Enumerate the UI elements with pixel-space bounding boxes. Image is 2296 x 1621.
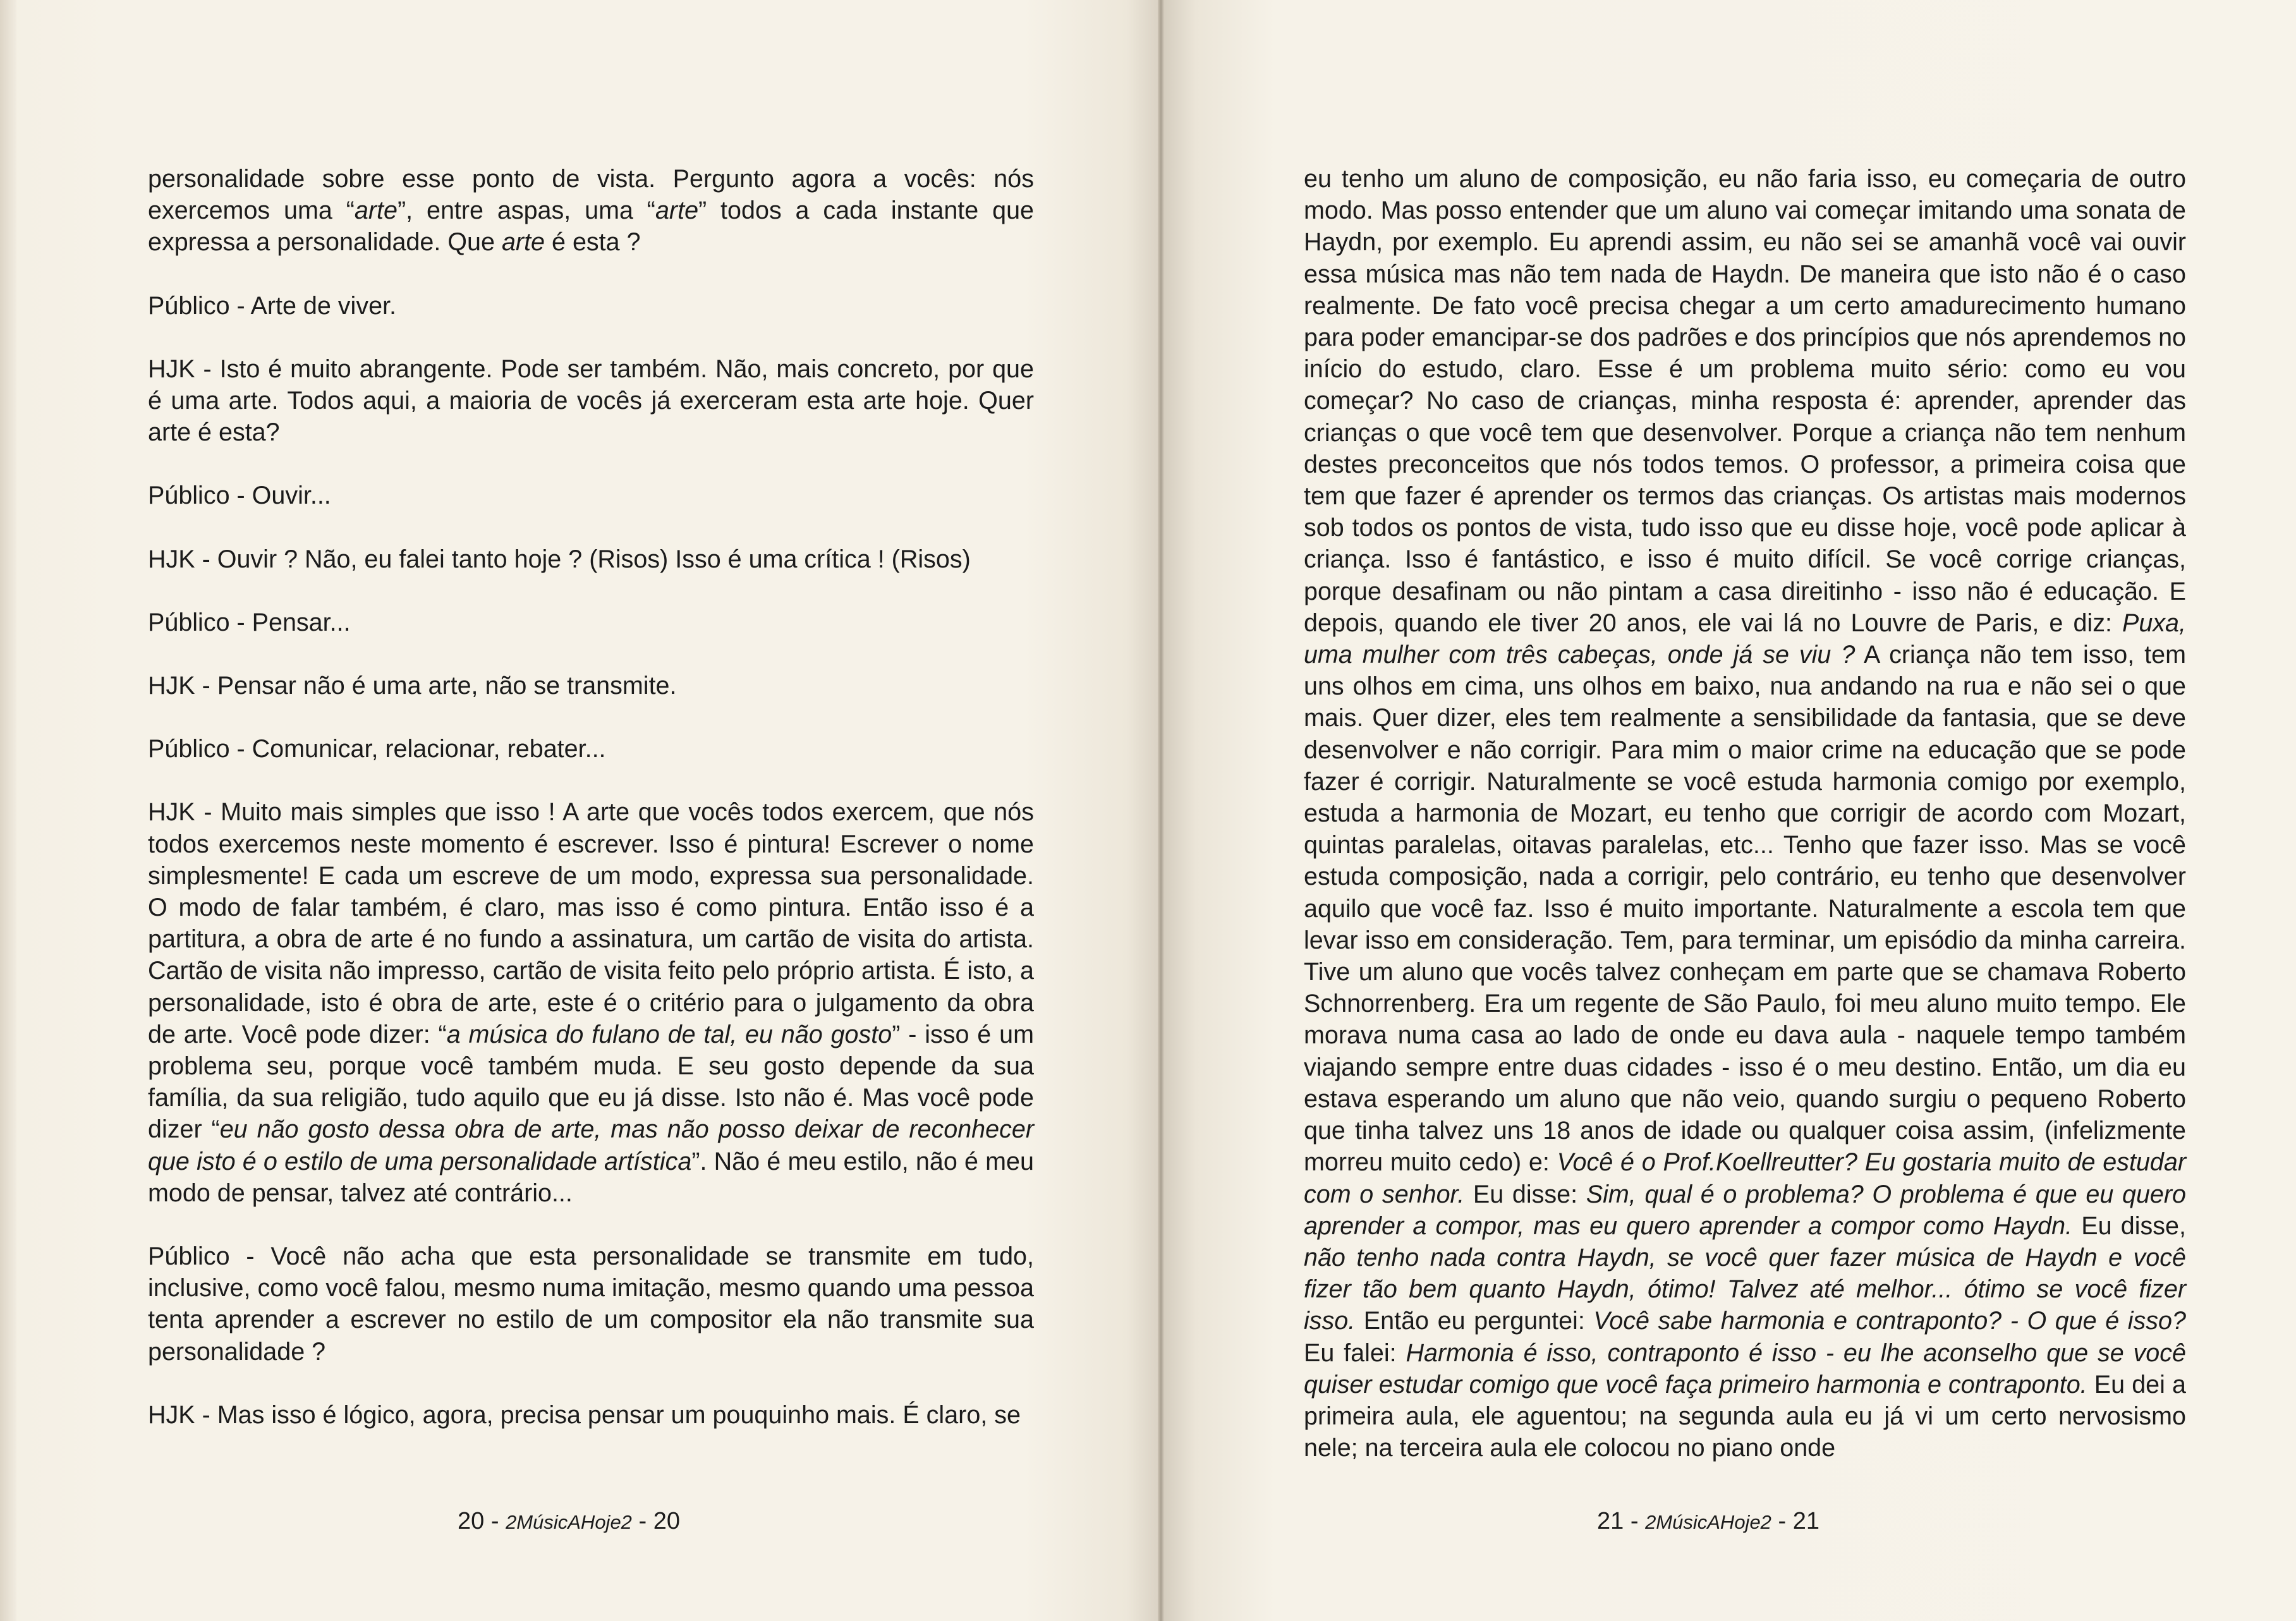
page-number: 20 bbox=[458, 1508, 485, 1534]
paragraph: HJK - Pensar não é uma arte, não se transmite. bbox=[148, 672, 677, 700]
paragraph: HJK - Isto é muito abrangente. Pode ser também. Não, mais concreto, por que é uma arte. Todos aqui, a maioria de vocês já exerceram esta arte hoje. Quer arte é esta? bbox=[148, 355, 1034, 447]
paragraph: Público - Arte de viver. bbox=[148, 291, 396, 320]
page-number: 20 bbox=[653, 1508, 680, 1534]
paragraph: Público - Pensar... bbox=[148, 608, 351, 636]
page-edge bbox=[0, 0, 16, 1621]
paragraph: HJK - Ouvir ? Não, eu falei tanto hoje ? (Risos) Isso é uma crítica ! (Risos) bbox=[148, 545, 971, 573]
right-page-text bbox=[1304, 163, 2186, 1464]
paragraph: HJK - Mas isso é lógico, agora, precisa pensar um pouquinho mais. É claro, se bbox=[148, 1400, 1021, 1429]
left-page-text bbox=[148, 163, 1034, 1431]
paragraph: personalidade sobre esse ponto de vista. Pergunto agora a vocês: nós exercemos uma “arte”, entre aspas, uma “arte” todos a cada instante que expressa a personalidade. Que arte é esta ? bbox=[148, 165, 1035, 257]
page-number: 21 bbox=[1792, 1508, 1819, 1534]
page-number: 21 bbox=[1597, 1508, 1624, 1534]
paragraph: Público - Comunicar, relacionar, rebater... bbox=[148, 735, 606, 763]
left-page-footer: 20 - 2MúsicAHoje2 - 20 bbox=[458, 1508, 680, 1534]
paragraph: HJK - Muito mais simples que isso ! A arte que vocês todos exercem, que nós todos exercemos neste momento é escrever. Isso é pintura! Escrever o nome simplesmente! E cada um escreve de um modo, expressa sua personalidade. O modo de falar também, é claro, mas isso é como pintura. Então isso é a partitura, a obra de arte é no fundo a assinatura, um cartão de visita do artista. Cartão de visita não impresso, cartão de visita feito pelo próprio artista. É isto, a personalidade, isto é obra de arte, este é o critério para o julgamento da obra de arte. Você pode dizer: “a música do fulano de tal, eu não gosto” - isso é um problema seu, porque você também muda. E seu gosto depende da sua família, da sua religião, tudo aquilo que eu já disse. Isto não é. Mas você pode dizer “eu não gosto dessa obra de arte, mas não posso deixar de reconhecer que isto é o estilo de uma personalidade artística”. Não é meu estilo, não é meu modo de pensar, talvez até contrário... bbox=[148, 798, 1034, 1207]
book-gutter bbox=[1158, 0, 1164, 1621]
paragraph: Público - Você não acha que esta personalidade se transmite em tudo, inclusive, como você falou, mesmo numa imitação, mesmo quando uma pessoa tenta aprender a escrever no estilo de um compositor ela não transmite sua personalidade ? bbox=[148, 1242, 1034, 1366]
right-page-footer: 21 - 2MúsicAHoje2 - 21 bbox=[1597, 1508, 1819, 1534]
paragraph: Público - Ouvir... bbox=[148, 482, 331, 510]
journal-mark: 2MúsicAHoje2 bbox=[1645, 1511, 1771, 1533]
paragraph: eu tenho um aluno de composição, eu não faria isso, eu começaria de outro modo. Mas posso entender que um aluno vai começar imitando uma sonata de Haydn, por exemplo. Eu aprendi assim, eu não sei se amanhã você vai ouvir essa música mas não tem nada de Haydn. De maneira que isto não é o caso realmente. De fato você precisa chegar a um certo amadurecimento humano para poder emancipar-se dos padrões e dos princípios que nós aprendemos no início do estudo, claro. Esse é um problema muito sério: como eu vou começar? No caso de crianças, minha resposta é: aprender, aprender das crianças o que você tem que desenvolver. Porque a criança não tem nenhum destes preconceitos que nós todos temos. O professor, a primeira coisa que tem que fazer é aprender os termos das crianças. Os artistas mais modernos sob todos os pontos de vista, tudo isso que eu disse hoje, você pode aplicar à criança. Isso é fantástico, e isso é muito difícil. Se você corrige crianças, porque desafinam ou não pintam a casa direitinho - isso não é educação. E depois, quando ele tiver 20 anos, ele vai lá no Louvre de Paris, e diz: Puxa, uma mulher com três cabeças, onde já se viu ? A criança não tem isso, tem uns olhos em cima, uns olhos em baixo, nua andando na rua e não sei o que mais. Quer dizer, eles tem realmente a sensibilidade da fantasia, que se deve desenvolver e não corrigir. Para mim o maior crime na educação que se pode fazer é corrigir. Naturalmente se você estuda harmonia comigo por exemplo, estuda a harmonia de Mozart, eu tenho que corrigir de acordo com Mozart, quintas paralelas, oitavas paralelas, etc... Tenho que fazer isso. Mas se você estuda composição, nada a corrigir, pelo contrário, eu tenho que desenvolver aquilo que você faz. Isso é muito importante. Naturalmente a escola tem que levar isso em consideração. Tem, para terminar, um episódio da minha carreira. Tive um aluno que vocês talvez conheçam em parte que se chamava Roberto Schnorrenberg. Era um regente de São Paulo, foi meu aluno muito tempo. Ele morava numa casa ao lado de onde eu dava aula - naquele tempo também viajando sempre entre duas cidades - isso é o meu destino. Então, um dia eu estava esperando um aluno que não veio, quando surgiu o pequeno Roberto que tinha talvez uns 18 anos de idade ou qualquer coisa assim, (infelizmente morreu muito cedo) e: Você é o Prof.Koellreutter? Eu gostaria muito de estudar com o senhor. Eu disse: Sim, qual é o problema? O problema é que eu quero aprender a compor, mas eu quero aprender a compor como Haydn. Eu disse, não tenho nada contra Haydn, se você quer fazer música de Haydn e você fizer tão bem quanto Haydn, ótimo! Talvez até melhor... ótimo se você fizer isso. Então eu perguntei: Você sabe harmonia e contraponto? - O que é isso? Eu falei: Harmonia é isso, contraponto é isso - eu lhe aconselho que se você quiser estudar comigo que você faça primeiro harmonia e contraponto. Eu dei a primeira aula, ele aguentou; na segunda aula eu já vi um certo nervosismo nele; na terceira aula ele colocou no piano onde bbox=[1304, 165, 2186, 1462]
journal-mark: 2MúsicAHoje2 bbox=[506, 1511, 632, 1533]
